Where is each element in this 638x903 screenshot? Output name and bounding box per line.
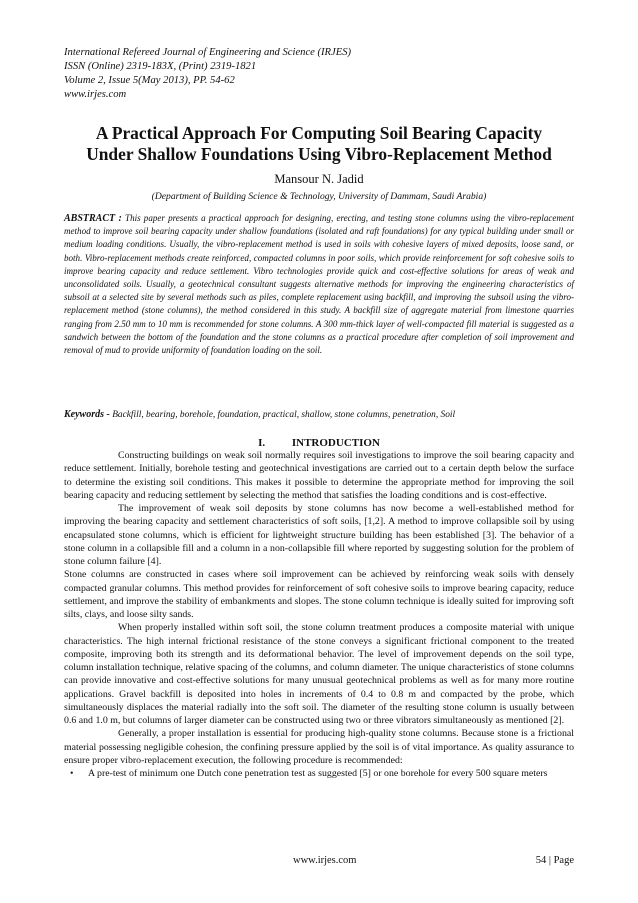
journal-website: www.irjes.com [64,89,127,100]
abstract-text: This paper presents a practical approach for designing, erecting, and testing stone columns using the vibro-replacement method to improve soil bearing capacity under shallow foundations (isolated and raft foundations) for any typical building under small or medium loading conditions. Usually, the vibro-replacement method is used in soils with cohesive layers of mixed deposits, loose sand, or both. Vibro-replacement methods create reinforced, compacted columns in poor soils, which provide reinforcement for soft cohesive soils to improve bearing capacity and reduce settlement. Vibro technologies provide quick and cost-effective solutions for areas of weak and unconsolidated soils. Usually, a geotechnical consultant suggests alternative methods for improving the engineering characteristics of subsoil at a selected site by several methods such as piles, complete replacement using backfill, and improving the subsoil using the vibro-replacement method (stone columns), the method considered in this study. A backfill size of aggregate material from limestone quarries ranging from 2.50 mm to 10 mm is recommended for stone columns. A 300 mm-thick layer of well-compacted fill material is suggested as a sandwich between the bottom of the foundation and the stone columns as a practical procedure after completion of soil improvement and removal of mud to provide uniformity of foundation loading on the soil. [64,213,574,356]
paper-title-line-1: A Practical Approach For Computing Soil Bearing Capacity [95,123,543,143]
journal-volume: Volume 2, Issue 5(May 2013), PP. 54-62 [64,75,235,86]
keywords-label: Keywords - [64,409,110,420]
keywords-text: Backfill, bearing, borehole, foundation, practical, shallow, stone columns, penetration, Soil [112,410,456,420]
body-text [64,449,574,780]
section-number: I. [258,437,266,449]
paragraph: When properly installed within soft soil, the stone column treatment produces a composite material with unique characteristics. The high internal frictional resistance of the stone conveys a significant frictional component to the treated composite, improving both its strength and its deformational behavior. The level of improvement depends on the soil type, column installation technique, relative spacing of the columns, and column diameter. The unique characteristics of stone columns can provide innovative and cost-effective solutions for many unusual geotechnical problems as well as for many more routine applications. Gravel backfill is deposited into holes in increments of 0.4 to 0.8 m and compacted by the probe, which simultaneously displaces the material radially into the soft soil. The diameter of the resulting stone column is usually between 0.6 and 1.0 m, but columns of larger diameter can be constructed using two or three vibrators simultaneously as mentioned [2]. [64,622,574,726]
keywords [64,408,574,422]
abstract [64,212,574,357]
procedure-list [64,767,574,780]
journal-header [64,46,574,102]
list-item [64,767,574,780]
author-name: Mansour N. Jadid [274,172,364,186]
paragraph: Generally, a proper installation is essential for producing high-quality stone columns. Because stone is a frictional material possessing negligible cohesion, the confining pressure applied by the soil is of vital importance. As quality assurance to ensure proper vibro-replacement execution, the following procedure is recommended: [64,728,574,766]
paper-title [64,123,574,165]
bullet-icon: • [70,768,74,779]
paragraph: The improvement of weak soil deposits by stone columns has now become a well-established method for improving the bearing capacity and settlement characteristics of soft soils, [1,2]. A method to improve collapsible soil by using encapsulated stone columns, which is efficient for lightweight structure building has been established [3]. The behavior of a stone column in a collapsible fill and a column in a non-collapsible fill where reported by suggesting solution for the problem of stone column failure [4]. [64,503,574,567]
page-number: 54 | Page [535,855,574,866]
paragraph: Stone columns are constructed in cases where soil improvement can be achieved by reinforcing weak soils with densely compacted granular columns. This method provides for reinforcement of soft cohesive soils to improve bearing capacity, reduce settlement, and improve the stability of embankments and slopes. The stone column technique is ideally suited for improving soft silts, clays, and loose silty sands. [64,569,574,620]
journal-name: International Refereed Journal of Engineering and Science (IRJES) [64,47,352,58]
list-item-text: A pre-test of minimum one Dutch cone penetration test as suggested [5] or one borehole for every 500 square meters [88,768,548,779]
paper-title-line-2: Under Shallow Foundations Using Vibro-Replacement Method [86,144,552,164]
journal-issn: ISSN (Online) 2319-183X, (Print) 2319-1821 [64,61,257,72]
section-heading [64,436,574,450]
footer-website: www.irjes.com [293,855,357,866]
section-title: INTRODUCTION [291,437,380,449]
abstract-label: ABSTRACT : [64,213,122,224]
author-affiliation: (Department of Building Science & Technology, University of Dammam, Saudi Arabia) [151,191,487,202]
paragraph: Constructing buildings on weak soil normally requires soil investigations to improve the soil bearing capacity and reduce settlement. Initially, borehole testing and geotechnical investigations are carried out to a certain depth below the surface to determine the existing soil conditions. This makes it possible to determine the appropriate method for improving the soil bearing capacity and reducing settlement by selecting the method that satisfies the loading conditions and is cost-effective. [64,450,574,501]
